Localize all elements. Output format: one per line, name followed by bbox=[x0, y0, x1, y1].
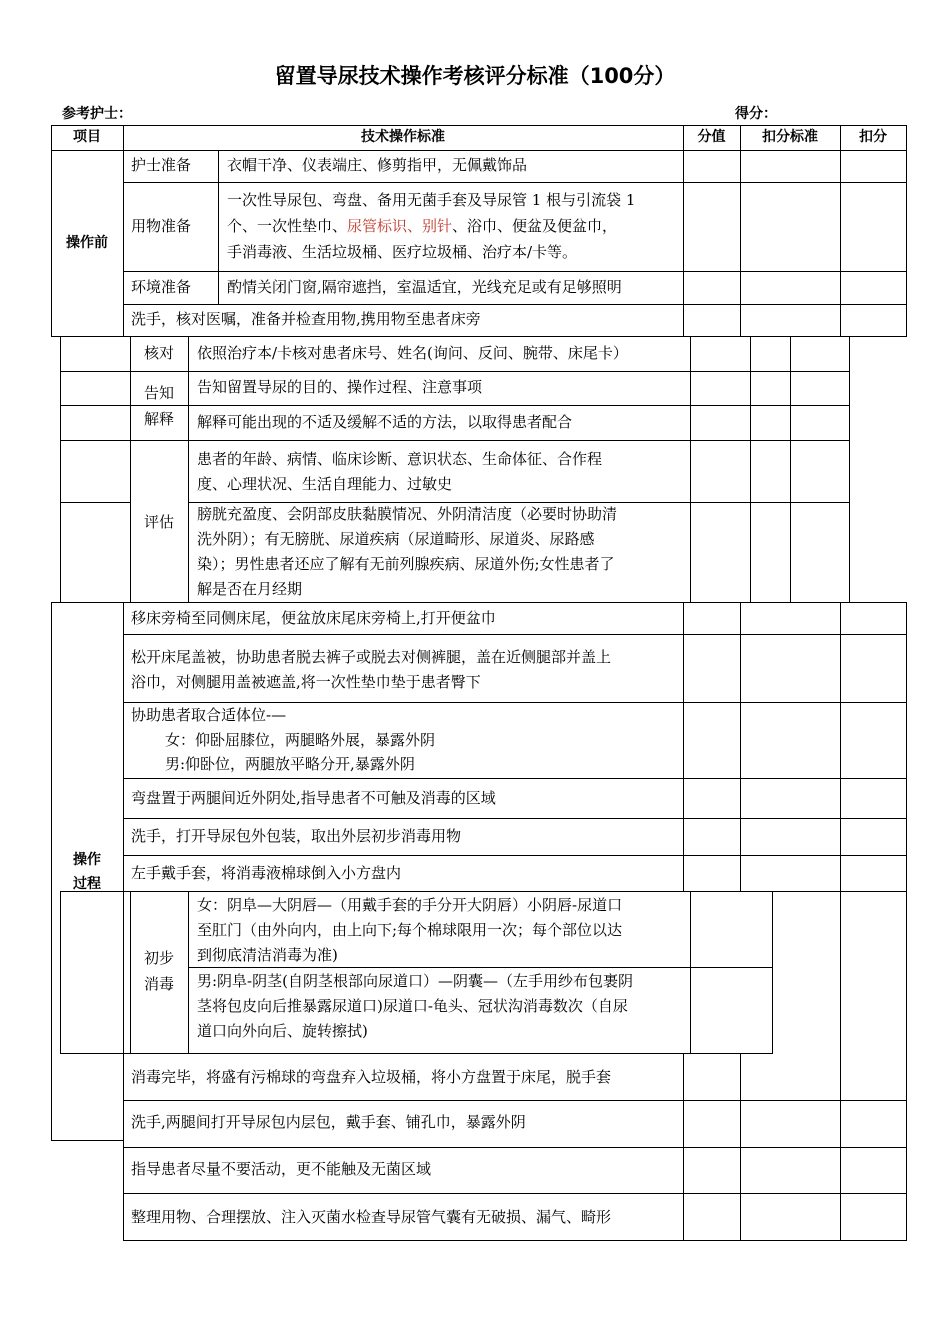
row-disinfect-female-1: 女：阴阜—大阴唇—（用戴手套的手分开大阴唇）小阴唇-尿道口 bbox=[197, 896, 623, 914]
row-disinfect-male-2: 茎将包皮向后推暴露尿道口)尿道口-龟头、冠状沟消毒数次（自尿 bbox=[197, 997, 628, 1015]
sub-supplies-prep: 用物准备 bbox=[131, 217, 192, 235]
row-loosen-1: 松开床尾盖被，协助患者脱去裤子或脱去对侧裤腿，盖在近侧腿部并盖上 bbox=[131, 648, 612, 666]
sub-inform-2: 解释 bbox=[143, 410, 174, 428]
row-loosen-2: 浴巾，对侧腿用盖被遮盖,将一次性垫巾垫于患者臀下 bbox=[131, 673, 481, 691]
row-assess-2b: 洗外阴）；有无膀胱、尿道疾病（尿道畸形、尿道炎、尿路感 bbox=[197, 530, 595, 548]
row-disinfect-male-3: 道口向外向后、旋转擦拭) bbox=[197, 1022, 368, 1040]
row-arrange: 整理用物、合理摆放、注入灭菌水检查导尿管气囊有无破损、漏气、畸形 bbox=[131, 1208, 612, 1226]
row-assess-2d: 解是否在月经期 bbox=[197, 580, 303, 598]
row-glove: 左手戴手套，将消毒液棉球倒入小方盘内 bbox=[131, 864, 402, 882]
row-env-prep: 酌情关闭门窗,隔帘遮挡，室温适宜，光线充足或有足够照明 bbox=[227, 278, 622, 296]
row-wash-check: 洗手，核对医嘱，准备并检查用物,携用物至患者床旁 bbox=[131, 310, 481, 328]
sub-env-prep: 环境准备 bbox=[131, 278, 192, 296]
score-label: 得分： bbox=[735, 106, 777, 122]
sub-disinfect-1: 初步 bbox=[143, 949, 174, 967]
row-assess-2c: 染）；男性患者还应了解有无前列腺疾病、尿道外伤;女性患者了 bbox=[197, 555, 615, 573]
row-disinfect-female-2: 至肛门（由外向内，由上向下;每个棉球限用一次；每个部位以达 bbox=[197, 921, 623, 939]
row-position-2: 女：仰卧屈膝位，两腿略外展，暴露外阴 bbox=[165, 731, 436, 749]
row-supplies-line2: 个、一次性垫巾、尿管标识、别针、浴巾、便盆及便盆巾， bbox=[227, 217, 618, 235]
section-process-1: 操作 bbox=[73, 852, 101, 868]
row-check: 依照治疗本/卡核对患者床号、姓名(询问、反问、腕带、床尾卡） bbox=[197, 344, 628, 362]
col-header-deduct: 扣分 bbox=[859, 129, 887, 145]
row-tray: 弯盘置于两腿间近外阴处,指导患者不可触及消毒的区域 bbox=[131, 789, 496, 807]
row-assess-1a: 患者的年龄、病情、临床诊断、意识状态、生命体征、合作程 bbox=[197, 450, 603, 468]
row-disinfect-male-1: 男:阴阜-阴茎(自阴茎根部向尿道口）—阴囊—（左手用纱布包裹阴 bbox=[197, 972, 633, 990]
nurse-label: 参考护士： bbox=[62, 106, 132, 122]
highlighted-supplies: 尿管标识、别针 bbox=[347, 217, 453, 235]
sub-disinfect-2: 消毒 bbox=[143, 975, 174, 993]
row-disinfect-female-3: 到彻底清洁消毒为准) bbox=[197, 946, 338, 964]
row-position-1: 协助患者取合适体位-— bbox=[131, 706, 287, 724]
sub-inform-1: 告知 bbox=[143, 384, 174, 402]
row-supplies-line3: 手消毒液、生活垃圾桶、医疗垃圾桶、治疗本/卡等。 bbox=[227, 243, 578, 261]
sub-nurse-prep: 护士准备 bbox=[131, 156, 192, 174]
row-move-chair: 移床旁椅至同侧床尾，便盆放床尾床旁椅上,打开便盆巾 bbox=[131, 609, 496, 627]
row-inform-2: 解释可能出现的不适及缓解不适的方法，以取得患者配合 bbox=[197, 413, 573, 431]
row-nurse-prep: 衣帽干净、仪表端庄、修剪指甲，无佩戴饰品 bbox=[227, 156, 528, 174]
sub-check: 核对 bbox=[143, 344, 174, 362]
col-header-standard: 技术操作标准 bbox=[361, 129, 445, 145]
row-assess-1b: 度、心理状况、生活自理能力、过敏史 bbox=[197, 475, 453, 493]
col-header-item: 项目 bbox=[73, 129, 101, 145]
section-pre-operation: 操作前 bbox=[66, 235, 108, 251]
page-title: 留置导尿技术操作考核评分标准（100分） bbox=[274, 64, 676, 88]
section-process-2: 过程 bbox=[73, 876, 101, 892]
row-wash-open: 洗手，打开导尿包外包装，取出外层初步消毒用物 bbox=[131, 827, 462, 845]
row-assess-2a: 膀胱充盈度、会阴部皮肤黏膜情况、外阴清洁度（必要时协助清 bbox=[197, 505, 618, 523]
row-inner-pack: 洗手,两腿间打开导尿包内层包，戴手套、铺孔巾，暴露外阴 bbox=[131, 1113, 526, 1131]
row-supplies-line1: 一次性导尿包、弯盘、备用无菌手套及导尿管 1 根与引流袋 1 bbox=[227, 191, 636, 209]
row-inform-1: 告知留置导尿的目的、操作过程、注意事项 bbox=[197, 378, 483, 396]
col-header-deduct-standard: 扣分标准 bbox=[762, 129, 818, 145]
row-dispose: 消毒完毕，将盛有污棉球的弯盘弃入垃圾桶，将小方盘置于床尾，脱手套 bbox=[131, 1068, 612, 1086]
col-header-points: 分值 bbox=[697, 129, 726, 145]
row-instruct: 指导患者尽量不要活动，更不能触及无菌区域 bbox=[131, 1160, 432, 1178]
row-position-3: 男:仰卧位，两腿放平略分开,暴露外阴 bbox=[165, 755, 415, 773]
sub-assess: 评估 bbox=[143, 513, 174, 531]
